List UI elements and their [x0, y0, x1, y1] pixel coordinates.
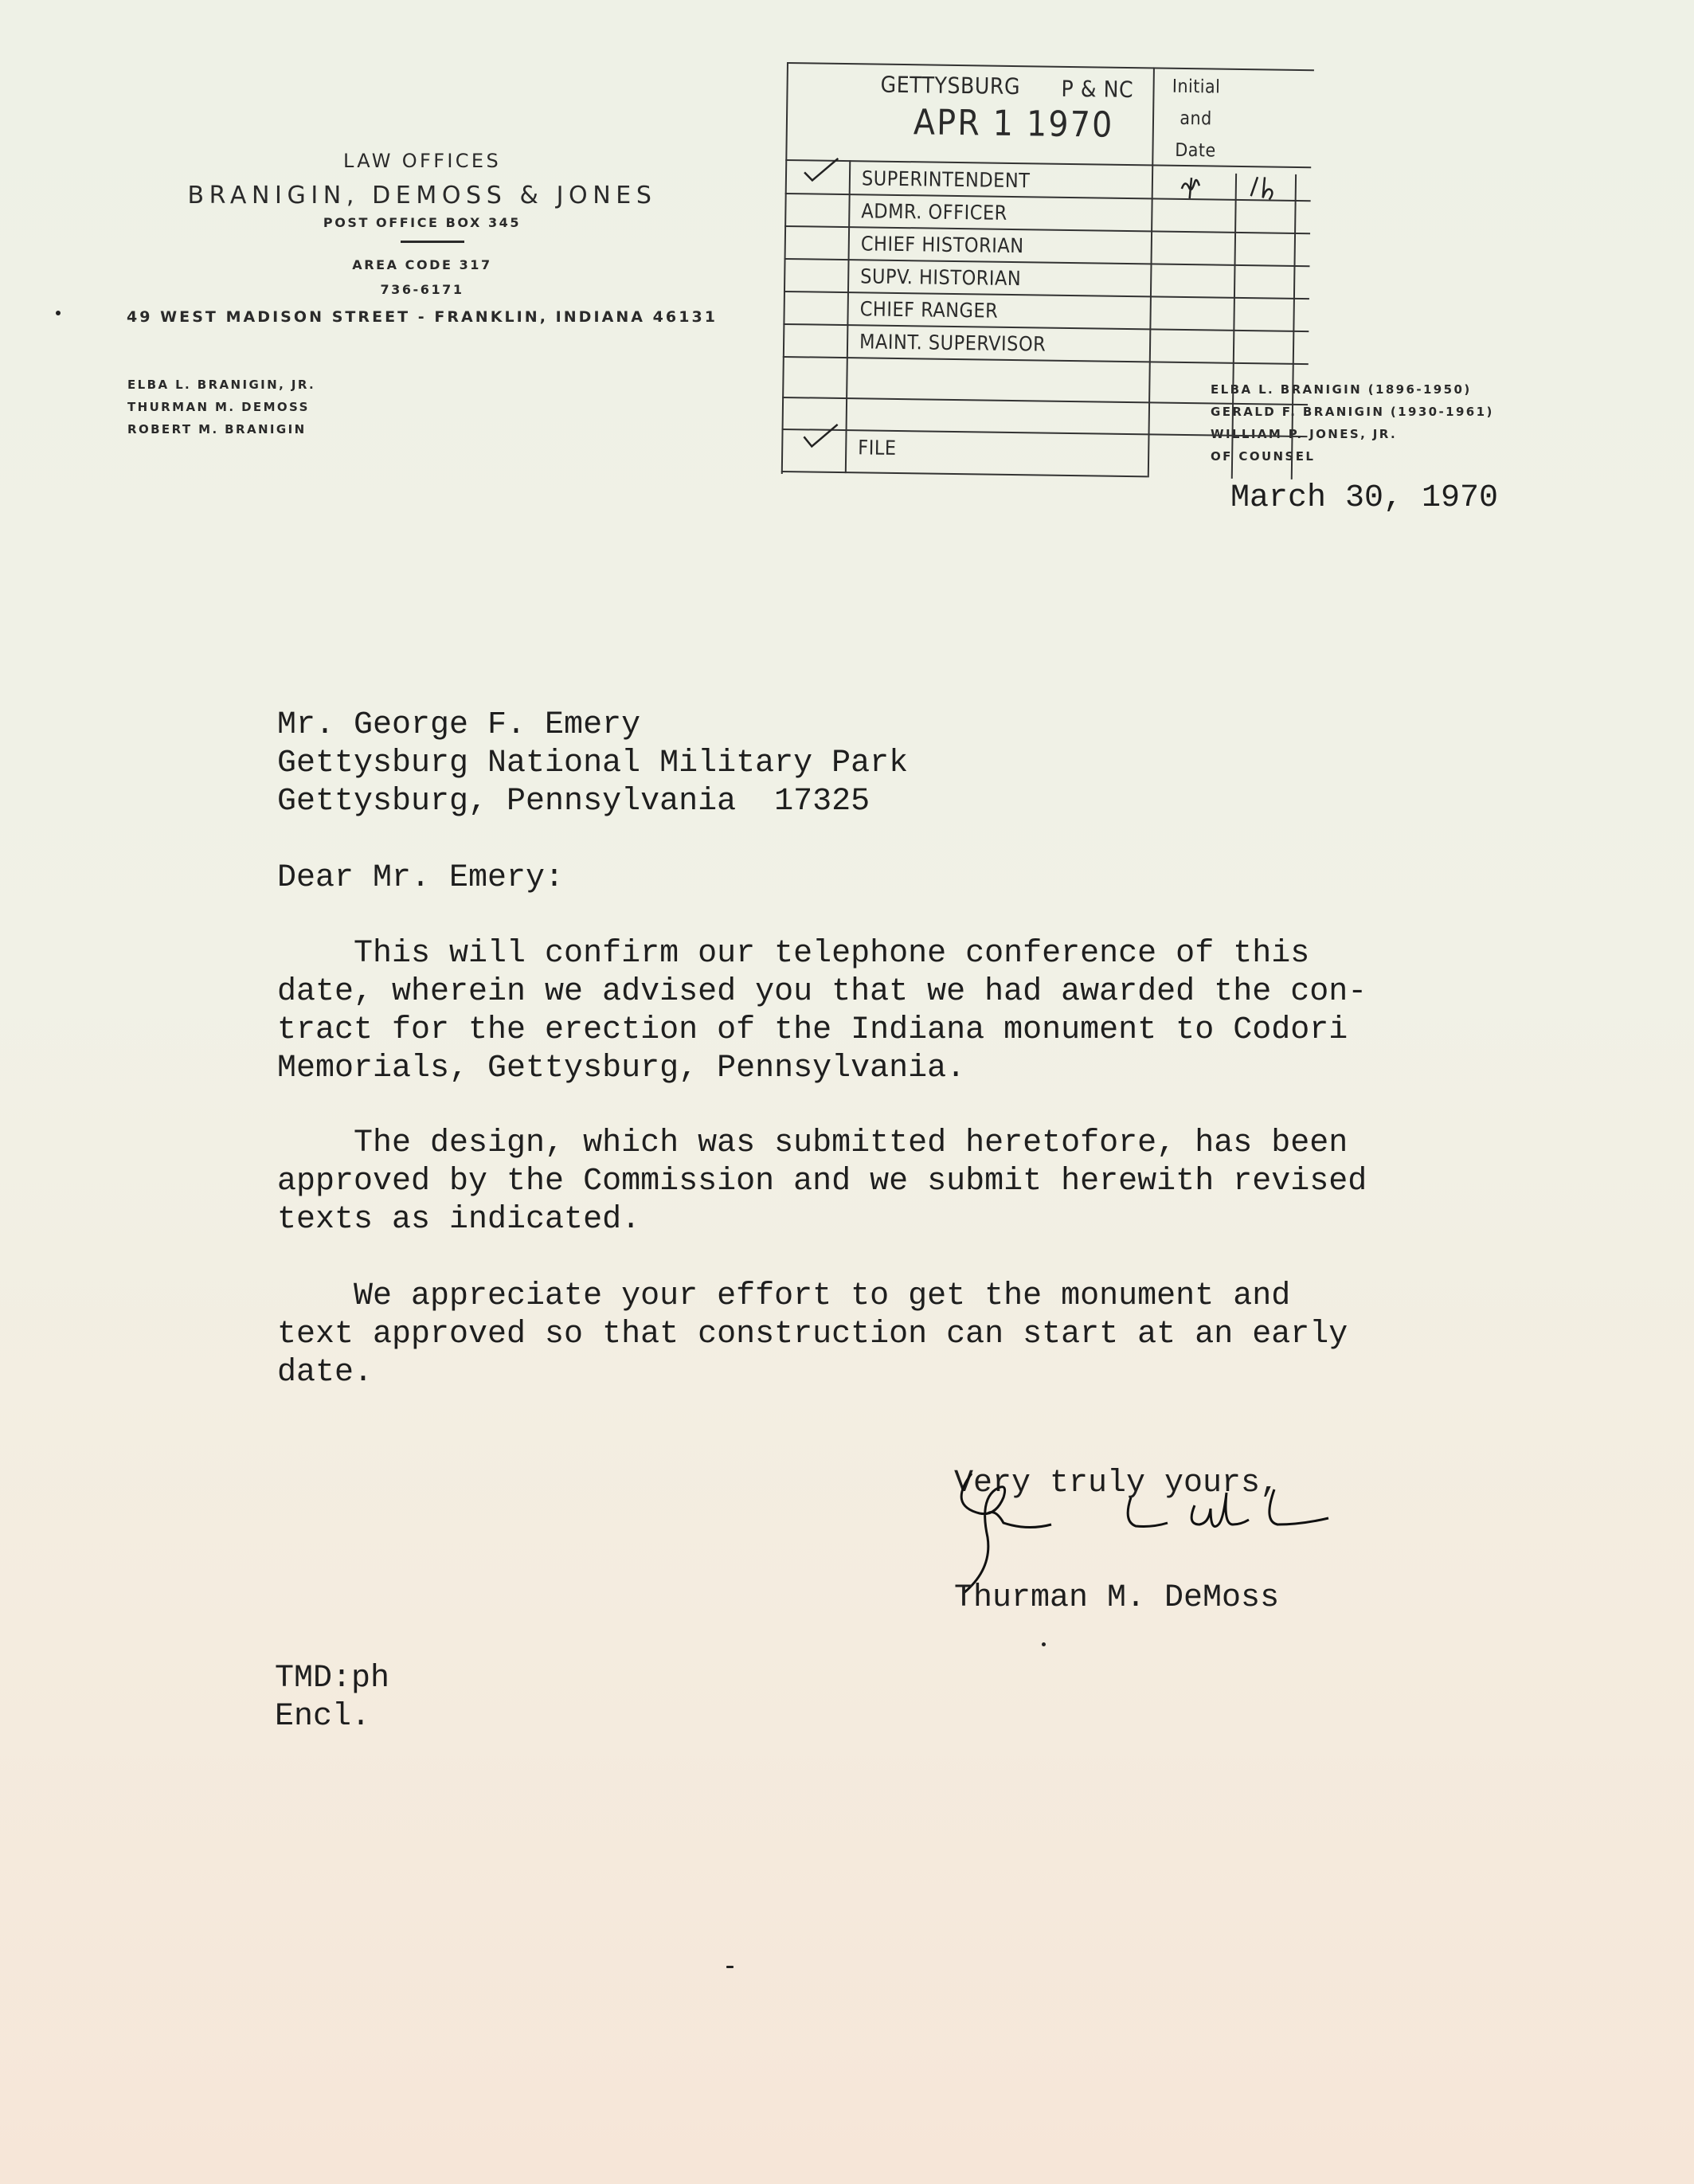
routing-supv-historian: SUPV. HISTORIAN	[860, 264, 1022, 291]
recipient-city: Gettysburg, Pennsylvania 17325	[277, 784, 870, 820]
routing-admr-officer: ADMR. OFFICER	[861, 199, 1007, 225]
check-mark-icon	[802, 422, 839, 450]
letterhead-firm-name: BRANIGIN, DEMOSS & JONES	[187, 182, 657, 209]
letterhead-of-counsel: OF COUNSEL	[1211, 449, 1316, 464]
signer-name: Thurman M. DeMoss	[954, 1580, 1280, 1616]
paragraph-3	[277, 1278, 1440, 1392]
stamp-division: P & NC	[1061, 75, 1134, 104]
letterhead-rule	[401, 241, 464, 243]
routing-superintendent: SUPERINTENDENT	[861, 166, 1031, 193]
paragraph-line: date, wherein we advised you that we had awarded the con-	[277, 974, 1367, 1010]
stamp-office: GETTYSBURG	[880, 71, 1021, 100]
reference-initials: TMD:ph	[275, 1661, 390, 1697]
paragraph-line: The design, which was submitted heretofore, has been	[277, 1125, 1348, 1161]
speck	[56, 311, 61, 315]
letterhead-po-box: POST OFFICE BOX 345	[323, 215, 522, 230]
stamp-initial-label: Initial	[1172, 76, 1221, 98]
stamp-received-date: APR 1 1970	[913, 102, 1114, 146]
handwritten-initials-icon	[1176, 171, 1296, 205]
paragraph-line: Memorials, Gettysburg, Pennsylvania.	[277, 1051, 966, 1086]
paragraph-line: This will confirm our telephone conference of this	[277, 936, 1310, 972]
stamp-initial-label: and	[1180, 108, 1212, 130]
letterhead-area-code: AREA CODE 317	[352, 257, 492, 272]
speck	[1042, 1642, 1046, 1646]
paragraph-line: texts as indicated.	[277, 1202, 641, 1238]
check-mark-icon	[803, 156, 839, 184]
letterhead-former-partner: GERALD F. BRANIGIN (1930-1961)	[1211, 405, 1494, 419]
letterhead-partner: ROBERT M. BRANIGIN	[127, 422, 307, 436]
routing-maint-supervisor: MAINT. SUPERVISOR	[859, 330, 1047, 356]
routing-chief-ranger: CHIEF RANGER	[859, 297, 999, 323]
letterhead-law-offices: LAW OFFICES	[342, 150, 502, 172]
paragraph-line: We appreciate your effort to get the monument and	[277, 1278, 1291, 1314]
paragraph-line: approved by the Commission and we submit herewith revised	[277, 1164, 1367, 1200]
speck	[726, 1966, 734, 1968]
paragraph-line: text approved so that construction can start at an early	[277, 1317, 1348, 1352]
letterhead-partner: THURMAN M. DEMOSS	[127, 400, 310, 414]
letterhead-phone: 736-6171	[380, 282, 464, 297]
letterhead-former-partner: ELBA L. BRANIGIN (1896-1950)	[1211, 382, 1472, 397]
recipient-org: Gettysburg National Military Park	[277, 746, 909, 781]
closing: Very truly yours,	[954, 1466, 1280, 1501]
paragraph-line: tract for the erection of the Indiana monument to Codori	[277, 1012, 1348, 1048]
paragraph-1	[277, 935, 1440, 1088]
routing-file: FILE	[858, 436, 897, 460]
letterhead-partner: ELBA L. BRANIGIN, JR.	[127, 378, 316, 392]
recipient-name: Mr. George F. Emery	[277, 707, 641, 743]
letterhead-former-partner: WILLIAM P. JONES, JR.	[1211, 427, 1398, 441]
enclosure: Encl.	[275, 1699, 371, 1735]
letter-date: March 30, 1970	[1230, 480, 1499, 516]
letterhead-address: 49 WEST MADISON STREET - FRANKLIN, INDIANA 46131	[127, 308, 718, 326]
paragraph-line: date.	[277, 1355, 374, 1391]
stamp-initial-label: Date	[1175, 139, 1216, 162]
salutation: Dear Mr. Emery:	[277, 860, 565, 896]
paragraph-2	[277, 1125, 1440, 1239]
routing-stamp	[781, 62, 1316, 483]
routing-chief-historian: CHIEF HISTORIAN	[860, 232, 1024, 258]
